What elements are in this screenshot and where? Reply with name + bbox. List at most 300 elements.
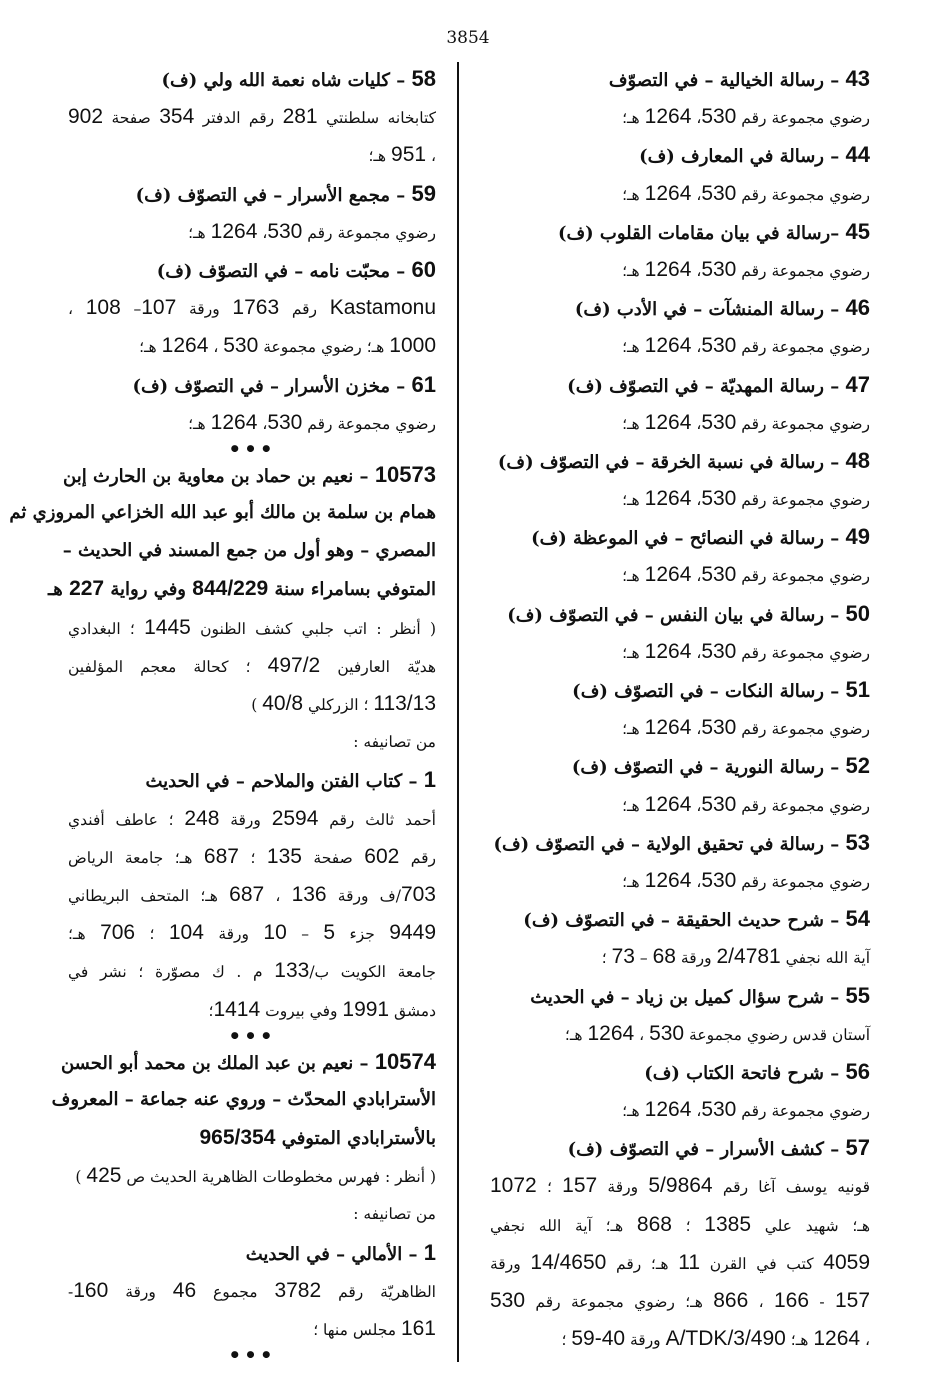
entry-detail-line <box>490 1015 870 1053</box>
text-run: هـ؛ <box>564 1025 588 1044</box>
entry-detail-line <box>68 647 436 685</box>
entry-title <box>490 824 870 862</box>
entry-title <box>68 251 436 289</box>
entry-title <box>490 747 870 785</box>
text-run: وفي بيروت <box>260 1001 343 1020</box>
text-run: ورقة <box>625 1331 666 1350</box>
number-run: 497/2 <box>267 653 321 677</box>
text-run: هـ؛ <box>622 872 645 891</box>
number-run: 530 <box>701 487 737 511</box>
text-run: هـ <box>48 579 70 601</box>
entry-title <box>68 60 436 98</box>
entry-detail-line <box>68 1272 436 1310</box>
entry-number: 45 <box>845 218 870 244</box>
entry-detail-line <box>490 1320 870 1358</box>
entry-title-text: – رسالة النورية – في التصوّف (ف) <box>571 757 846 779</box>
right-column <box>490 60 870 1358</box>
entry-detail-line <box>490 251 870 289</box>
number-run: 3/490/A/TDK <box>665 1327 786 1351</box>
entry-detail-line <box>68 98 436 136</box>
entry-number: 1 <box>423 767 436 793</box>
text-run: ، <box>691 338 702 357</box>
entry-title <box>490 1053 870 1091</box>
entry-title-text: – كشف الأسرار – في التصوّف (ف) <box>567 1139 846 1161</box>
number-run: 68 <box>652 945 676 969</box>
text-run: رضوي مجموعة رقم <box>302 414 436 433</box>
page-number: 3854 <box>446 28 490 48</box>
text-run: ، <box>691 109 702 128</box>
entry-title-text: – نعيم بن عبد الملك بن محمد أبو الحسن <box>60 1052 375 1074</box>
number-run: 687 <box>229 882 265 906</box>
text-run: رقم الدفتر <box>194 109 283 128</box>
entry-number: 48 <box>845 447 870 473</box>
entry-detail-line <box>490 556 870 594</box>
entry-title-text: – رسالة في النصائح – في الموعظة (ف) <box>531 528 846 550</box>
entry-number: 56 <box>845 1058 870 1084</box>
entry-number: 44 <box>845 142 870 168</box>
entry-number: 54 <box>845 906 870 932</box>
entry-title <box>68 1234 436 1272</box>
text-run: ( أنظر : اتب جلبي كشف الظنون <box>190 619 436 638</box>
text-run: ، <box>691 185 702 204</box>
entry-number: 10574 <box>374 1048 436 1074</box>
number-run: 133 <box>274 959 310 983</box>
text-run: ؛ <box>601 949 612 968</box>
text-run: المتوفي بسامراء سنة <box>268 579 436 601</box>
entry-title <box>490 518 870 556</box>
entry-number: 43 <box>845 66 870 91</box>
text-run: هـ؛ <box>622 261 645 280</box>
text-run: ورقة <box>597 1178 649 1197</box>
text-run: ، <box>860 1331 870 1350</box>
text-run: هـ؛ رضوي مجموعة <box>258 338 390 357</box>
text-run: ورقة <box>108 1282 173 1301</box>
text-run: ؛ <box>561 1331 572 1350</box>
section-label: من تصانيفه : <box>353 1205 436 1224</box>
entry-number: 1 <box>423 1239 436 1265</box>
text-run: ( أنظر : فهرس مخطوطات الظاهرية الحديث ص <box>121 1168 436 1187</box>
text-run: هـ؛ <box>622 1102 645 1121</box>
number-run: 1445 <box>144 615 191 639</box>
text-run: رضوي مجموعة رقم <box>736 185 870 204</box>
text-run: هـ؛ آية الله نجفي <box>490 1216 637 1235</box>
entry-detail-line <box>490 786 870 824</box>
entry-detail-line <box>490 1167 870 1205</box>
entry-detail-line <box>68 1119 436 1157</box>
text-run: ورقة <box>203 925 264 944</box>
entry-title <box>490 977 870 1015</box>
entry-detail-line <box>68 800 436 838</box>
entry-title <box>490 595 870 633</box>
number-run: 1264 <box>210 410 258 434</box>
text-run: هـ؛ <box>785 1331 814 1350</box>
entry-detail-line <box>490 480 870 518</box>
entry-title-text: – مجمع الأسرار – في التصوّف (ف) <box>135 184 412 206</box>
entry-detail-line <box>68 991 436 1029</box>
number-run: 687 <box>203 844 239 868</box>
number-run: 73 <box>611 945 635 969</box>
entry-title <box>490 366 870 404</box>
text-run: ورقة <box>176 300 233 319</box>
entry-detail-line <box>68 609 436 647</box>
entry-detail-line <box>68 952 436 990</box>
text-run: ، <box>691 261 702 280</box>
text-run: ؛ <box>135 925 169 944</box>
text-run: رضوي مجموعة رقم <box>736 567 870 586</box>
number-run: 113/13 <box>373 692 436 715</box>
entry-title-text: – كليات شاه نعمة الله ولي (ف) <box>161 70 412 91</box>
number-run: 1414 <box>213 997 261 1021</box>
entry-number: 58 <box>411 66 436 91</box>
entry-title <box>490 60 870 98</box>
entry-detail-line <box>490 98 870 136</box>
text-run: - <box>809 1293 835 1311</box>
entry-title-text: – الأمالي – في الحديث <box>245 1243 424 1265</box>
text-run: ، <box>691 491 702 510</box>
number-run: 104 <box>168 921 204 945</box>
entry-number: 59 <box>411 180 436 206</box>
text-run: ؛ البغدادي <box>68 619 145 638</box>
text-run: جامعة الكويت ب/ <box>309 963 436 982</box>
entry-detail-line <box>490 404 870 442</box>
text-run: ، <box>691 872 702 891</box>
text-run: قونيه يوسف آغا رقم <box>712 1178 871 1197</box>
section-separator: ••• <box>228 1023 276 1048</box>
section-separator: ••• <box>228 1343 276 1368</box>
entry-detail-line <box>490 327 870 365</box>
number-run: 1264 <box>644 792 692 816</box>
text-run: ؛ <box>238 848 267 867</box>
number-run: 11 <box>678 1250 701 1274</box>
text-run: جزء <box>335 925 390 944</box>
number-run: 530 <box>701 563 737 587</box>
text-run: رقم <box>399 848 437 867</box>
text-run: ، <box>208 338 224 357</box>
number-run: 530 <box>701 868 737 892</box>
text-run: رضوي مجموعة رقم <box>736 872 870 891</box>
text-run: ، <box>691 720 702 739</box>
number-run: 1264 <box>587 1021 635 1045</box>
text-run: ورقة <box>219 810 272 829</box>
entry-detail-line <box>490 1282 870 1320</box>
text-run: ؛ <box>671 1216 705 1235</box>
text-run: هـ؛ <box>368 147 392 166</box>
number-run: 530 <box>490 1289 526 1312</box>
number-run: 136 <box>291 882 327 906</box>
number-run: 166 <box>774 1289 810 1312</box>
number-run: 530 <box>267 410 303 434</box>
text-run: هـ؛ <box>622 567 645 586</box>
number-run: 1264 <box>644 563 692 587</box>
number-run: 161 <box>400 1317 436 1340</box>
number-run: 1264 <box>210 219 258 243</box>
column-divider <box>457 62 459 1362</box>
entry-title <box>490 136 870 174</box>
text-run: م . ك مصوّرة ؛ نشر في <box>68 963 275 982</box>
text-run: ورقة <box>675 949 717 968</box>
entry-detail-line <box>490 1244 870 1282</box>
left-column <box>9 60 437 1368</box>
text-run: رضوي مجموعة رقم <box>302 223 436 242</box>
section-label: من تصانيفه : <box>353 733 436 752</box>
number-run: 703 <box>400 882 436 906</box>
text-run: ، <box>691 1102 702 1121</box>
text-run: ، <box>68 300 86 319</box>
entry-number: 61 <box>411 371 436 397</box>
entry-title-text: – رسالة المنشآت – في الأدب (ف) <box>574 299 846 321</box>
number-run: 1991 <box>342 997 390 1021</box>
entry-detail-line <box>68 838 436 876</box>
text-run: ، <box>257 414 268 433</box>
entry-number: 53 <box>845 829 870 855</box>
text-run: هـ؛ <box>622 643 645 662</box>
entry-title-text: – شرح فاتحة الكتاب (ف) <box>644 1062 846 1084</box>
number-run: 951 <box>391 143 427 167</box>
text-run: ، <box>257 223 268 242</box>
text-run: ، <box>691 643 702 662</box>
number-run: 1264 <box>644 410 692 434</box>
entry-number: 60 <box>411 256 436 282</box>
number-run: 9449 <box>389 921 437 945</box>
number-run: 5/9864 <box>648 1174 713 1198</box>
text-run: الظاهريّة رقم <box>321 1282 436 1301</box>
number-run: 108 <box>85 296 121 320</box>
entry-detail-line <box>68 685 436 723</box>
number-run: 530 <box>649 1021 685 1045</box>
text-run: ، <box>691 796 702 815</box>
number-run: 530 <box>701 716 737 740</box>
entry-title <box>63 456 436 494</box>
text-run: دمشق <box>389 1001 436 1020</box>
text-run: ، <box>691 567 702 586</box>
number-run: 40/8 <box>262 692 304 715</box>
text-run: ) <box>75 1168 87 1187</box>
number-run: 530 <box>701 1098 737 1122</box>
number-run: 4059 <box>823 1250 870 1274</box>
entry-title-text: – كتاب الفتن والملاحم – في الحديث <box>145 771 424 793</box>
text-run: ، <box>426 147 436 166</box>
number-run: 868 <box>636 1212 672 1236</box>
entry-title <box>490 1129 870 1167</box>
text-run: ، <box>634 1025 650 1044</box>
number-run: Kastamonu <box>329 296 436 320</box>
entry-detail-line <box>68 876 436 914</box>
number-run: 1264 <box>644 257 692 281</box>
entry-heading-line: همام بن سلمة بن مالك أبو عبد الله الخزاعي المروزي ثم <box>9 502 436 524</box>
number-run: 5 <box>323 921 336 945</box>
number-run: 1763 <box>232 296 280 320</box>
text-run: ؛ كحالة معجم المؤلفين <box>68 657 268 676</box>
text-run: هـ؛ <box>188 414 211 433</box>
number-run: 530 <box>223 334 259 358</box>
text-run: ) <box>251 696 263 714</box>
number-run: 248 <box>184 806 220 830</box>
entry-detail-line <box>490 1206 870 1244</box>
text-run: صفحة <box>103 109 160 128</box>
number-run: 227 <box>69 577 105 601</box>
entry-title <box>490 671 870 709</box>
text-run: رضوي مجموعة رقم <box>736 338 870 357</box>
number-run: 157 <box>834 1289 871 1312</box>
number-run: 46 <box>172 1278 197 1302</box>
number-run: 1264 <box>644 868 692 892</box>
number-run: 1264 <box>644 1098 692 1122</box>
text-run: هـ؛ المتحف البريطاني <box>68 886 230 905</box>
text-run: ورقة <box>490 1254 531 1273</box>
text-run: - <box>68 1282 74 1301</box>
text-run: آستان قدس رضوي مجموعة <box>684 1025 870 1044</box>
number-run: 965/354 <box>199 1126 276 1150</box>
entry-title-text: – رسالة في تحقيق الولاية – في التصوّف (ف) <box>493 833 846 855</box>
text-run: ؛ <box>536 1178 563 1197</box>
text-run: آية الله نجفي <box>780 949 870 968</box>
text-run: وفي رواية <box>104 579 193 601</box>
text-run: رضوي مجموعة رقم <box>736 643 870 662</box>
entry-title-text: – رسالة الخيالية – في التصوّف <box>608 70 846 91</box>
entry-title-text: – رسالة في نسبة الخرقة – في التصوّف (ف) <box>497 451 846 473</box>
entry-detail-line <box>490 709 870 747</box>
text-run: هـ؛ <box>622 796 645 815</box>
entry-title-text: – شرح حديث الحقيقة – في التصوّف (ف) <box>523 910 846 932</box>
number-run: 1264 <box>161 334 209 358</box>
entry-title-text: – رسالة النكات – في التصوّف (ف) <box>572 681 846 702</box>
text-run: هـ؛ <box>139 338 162 357</box>
text-run: كتابخانه سلطنتي <box>317 109 437 128</box>
text-run: مجلس منها ؛ <box>313 1321 401 1339</box>
text-run: هديّة العارفين <box>320 657 436 676</box>
entry-number: 51 <box>845 677 870 702</box>
number-run: 107 <box>141 296 177 320</box>
text-run: رقم <box>279 300 330 319</box>
text-run: رضوي مجموعة رقم <box>736 261 870 280</box>
text-run: ، <box>264 886 292 905</box>
number-run: 706 <box>100 921 136 945</box>
text-run: ؛ <box>208 1001 214 1020</box>
entry-title <box>490 900 870 938</box>
entry-heading-line: المصري – وهو أول من جمع المسند في الحديث – <box>62 540 436 562</box>
entry-detail-line <box>68 213 436 251</box>
text-run: هـ؛ رضوي مجموعة رقم <box>525 1293 714 1311</box>
text-run: هـ؛ <box>188 223 211 242</box>
entry-detail-line <box>68 289 436 327</box>
entry-title <box>68 761 436 799</box>
text-run: رضوي مجموعة رقم <box>736 796 870 815</box>
entry-number: 47 <box>845 371 870 397</box>
entry-title <box>490 289 870 327</box>
number-run: 530 <box>701 257 737 281</box>
entry-detail-line <box>68 914 436 952</box>
entry-title-text: – نعيم بن حماد بن معاوية بن الحارث إبن <box>63 465 375 487</box>
entry-number: 55 <box>845 982 870 1008</box>
number-run: 530 <box>701 181 737 205</box>
number-run: 1264 <box>644 487 692 511</box>
entry-detail-line <box>68 136 436 174</box>
entry-title-text: – مخزن الأسرار – في التصوّف (ف) <box>132 375 412 397</box>
number-run: 1072 <box>490 1174 537 1198</box>
entry-detail-line <box>68 1157 436 1195</box>
text-run: ؛ الزركلي <box>303 696 374 714</box>
entry-title-text: – رسالة المهديّة – في التصوّف (ف) <box>567 375 846 397</box>
entry-title <box>68 366 436 404</box>
number-run: 3782 <box>274 1278 322 1302</box>
entry-number: 52 <box>845 753 870 779</box>
number-run: 530 <box>701 334 737 358</box>
text-run: هـ؛ <box>622 491 645 510</box>
number-run: 354 <box>159 105 195 129</box>
entry-detail-line <box>490 1091 870 1129</box>
text-run: رضوي مجموعة رقم <box>736 720 870 739</box>
text-run: هـ؛ <box>622 720 645 739</box>
number-run: 1264 <box>813 1327 861 1351</box>
entry-detail-line <box>490 938 870 976</box>
entry-detail-line <box>48 570 436 608</box>
text-run: هـ؛ <box>622 185 645 204</box>
number-run: 2/4781 <box>716 945 781 969</box>
entry-title-text: – رسالة في المعارف (ف) <box>639 146 846 168</box>
number-run: 425 <box>86 1164 122 1188</box>
entry-number: 50 <box>845 600 870 626</box>
entry-detail-line <box>490 175 870 213</box>
number-run: 530 <box>701 792 737 816</box>
number-run: 1264 <box>644 639 692 663</box>
text-run: رضوي مجموعة رقم <box>736 1102 870 1121</box>
entry-number: 49 <box>845 524 870 550</box>
text-run: أحمد ثالث رقم <box>318 810 436 829</box>
number-run: 530 <box>267 219 303 243</box>
text-run: هـ؛ <box>68 925 101 944</box>
text-run: هـ؛ شهيد علي <box>751 1216 870 1235</box>
number-run: 844/229 <box>192 577 269 601</box>
entry-title-text: –رسالة في بيان مقامات القلوب (ف) <box>557 222 846 244</box>
entry-title <box>68 175 436 213</box>
entry-title <box>60 1043 436 1081</box>
text-run: رضوي مجموعة رقم <box>736 109 870 128</box>
entry-title <box>490 442 870 480</box>
number-run: 10 <box>263 921 287 945</box>
entry-number: 46 <box>845 295 870 321</box>
text-run: هـ؛ جامعة الرياض <box>68 848 204 867</box>
number-run: 157 <box>562 1174 598 1198</box>
number-run: 1264 <box>644 181 692 205</box>
text-run: رضوي مجموعة رقم <box>736 414 870 433</box>
text-run: /ف ورقة <box>326 886 401 905</box>
section-separator: ••• <box>228 436 276 461</box>
number-run: 40-59 <box>571 1327 626 1351</box>
number-run: 14/4650 <box>530 1250 607 1274</box>
number-run: 281 <box>282 105 318 129</box>
number-run: 602 <box>364 844 400 868</box>
text-run: ، <box>748 1293 774 1311</box>
text-run: رضوي مجموعة رقم <box>736 491 870 510</box>
entry-number: 57 <box>845 1135 870 1161</box>
number-run: 2594 <box>271 806 319 830</box>
text-run: ؛ عاطف أفندي <box>68 810 185 829</box>
entry-title-text: – شرح سؤال كميل بن زياد – في الحديث <box>530 986 846 1008</box>
number-run: 530 <box>701 105 737 129</box>
text-run: هـ؛ <box>622 338 645 357</box>
text-run: ، <box>691 414 702 433</box>
entry-title-text: – رسالة في بيان النفس – في التصوّف (ف) <box>507 604 846 626</box>
number-run: 902 <box>68 105 104 129</box>
text-run: هـ؛ <box>622 414 645 433</box>
number-run: 160 <box>73 1278 109 1302</box>
number-run: 1385 <box>704 1212 752 1236</box>
text-run: مجموع <box>196 1282 275 1301</box>
entry-title-text: – محبّت نامه – في التصوّف (ف) <box>156 260 412 282</box>
text-run: هـ؛ رقم <box>606 1254 679 1273</box>
text-run: – <box>120 300 142 319</box>
text-run: صفحة <box>301 848 365 867</box>
